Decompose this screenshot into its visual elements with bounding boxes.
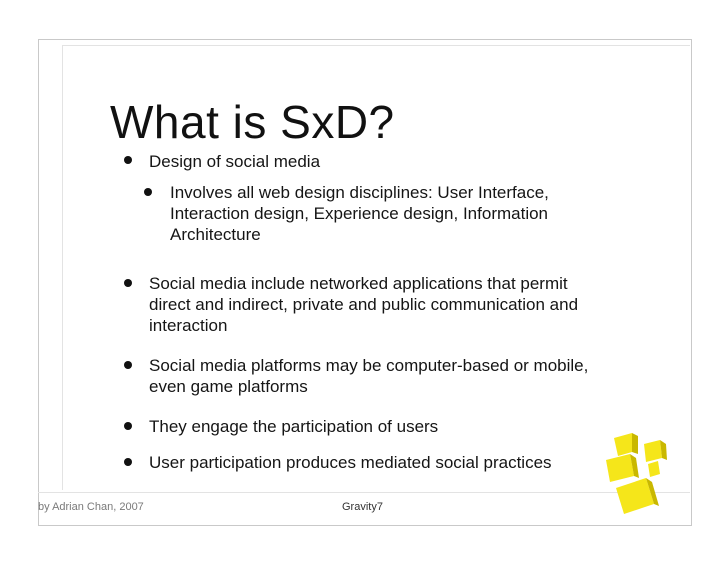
bullet-item <box>149 273 609 336</box>
frame-inner-left-line <box>62 45 63 490</box>
bullet-text: User participation produces mediated social practices <box>149 453 552 472</box>
bullet-text: Design of social media <box>149 152 321 171</box>
frame-inner-top-line <box>62 45 690 46</box>
bullet-dot <box>124 361 132 369</box>
bullet-dot <box>124 279 132 287</box>
bullet-text: They engage the participation of users <box>149 417 439 436</box>
gravity7-logo-icon <box>596 430 676 520</box>
bullet-text: Social media include networked applications that permit direct and indirect, private and public communication and interaction <box>149 274 579 335</box>
bullet-item <box>149 151 619 172</box>
bullet-item <box>149 416 609 437</box>
bullet-item <box>149 355 619 397</box>
sub-bullet-item <box>170 182 590 245</box>
slide-title: What is SxD? <box>110 95 395 148</box>
bullet-dot <box>124 156 132 164</box>
bullet-dot <box>124 422 132 430</box>
bullet-dot <box>124 458 132 466</box>
frame-inner-bottom-line <box>38 492 690 493</box>
footer-author: by Adrian Chan, 2007 <box>38 501 144 513</box>
footer-brand: Gravity7 <box>342 501 383 513</box>
bullet-item <box>149 452 609 473</box>
sub-bullet-text: Involves all web design disciplines: User Interface, Interaction design, Experience design, Information Architecture <box>170 183 549 244</box>
bullet-text: Social media platforms may be computer-based or mobile, even game platforms <box>149 356 589 396</box>
sub-bullet-dot <box>144 188 152 196</box>
